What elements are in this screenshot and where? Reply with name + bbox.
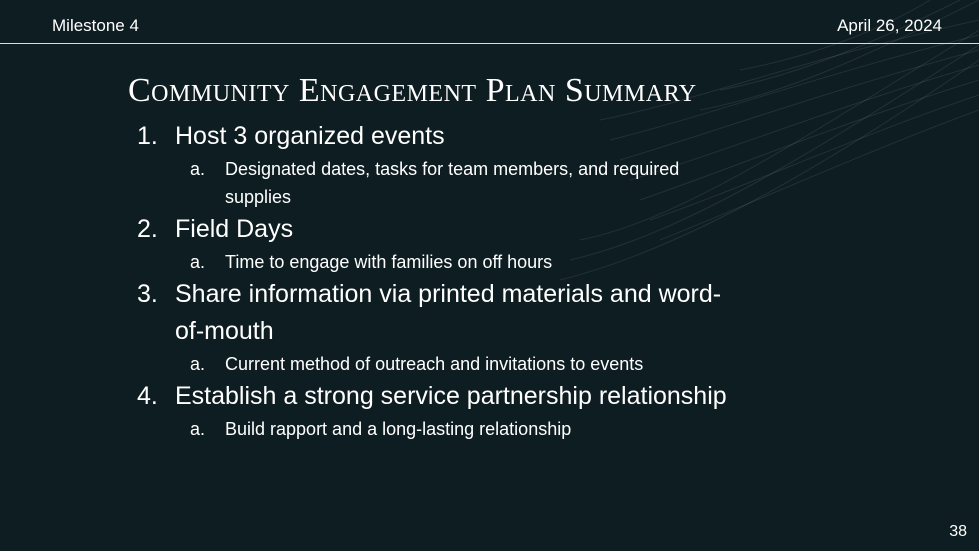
list-item (137, 118, 737, 155)
sub-list-item (190, 155, 737, 211)
page-number: 38 (949, 523, 967, 540)
list-item-text: Host 3 organized events (175, 122, 445, 150)
list-item-number: 1. (137, 122, 158, 150)
sub-list-item (190, 248, 737, 276)
list-item-text: Field Days (175, 215, 294, 243)
sub-item-text: Designated dates, tasks for team members, and required supplies (225, 159, 680, 207)
list-item-text: Establish a strong service partnership relationship (175, 382, 727, 410)
sub-item-text: Current method of outreach and invitations to events (225, 354, 644, 374)
list-item-number: 2. (137, 215, 158, 243)
sub-list-item (190, 415, 737, 443)
header-divider (0, 43, 979, 44)
header-milestone-label: Milestone 4 (52, 16, 139, 35)
sub-item-letter: a. (190, 252, 206, 272)
sub-item-letter: a. (190, 419, 206, 439)
sub-list-item (190, 350, 737, 378)
sub-item-text: Time to engage with families on off hours (225, 252, 553, 272)
list-item (137, 276, 737, 350)
sub-item-letter: a. (190, 159, 206, 179)
numbered-list (137, 118, 737, 443)
list-item-number: 4. (137, 382, 158, 410)
header-date: April 26, 2024 (837, 16, 942, 35)
sub-item-letter: a. (190, 354, 206, 374)
list-item (137, 211, 737, 248)
list-item-text: Share information via printed materials and word-of-mouth (175, 280, 722, 345)
slide-title: Community Engagement Plan Summary (128, 72, 697, 109)
sub-item-text: Build rapport and a long-lasting relationship (225, 419, 572, 439)
list-item-number: 3. (137, 280, 158, 308)
list-item (137, 378, 737, 415)
